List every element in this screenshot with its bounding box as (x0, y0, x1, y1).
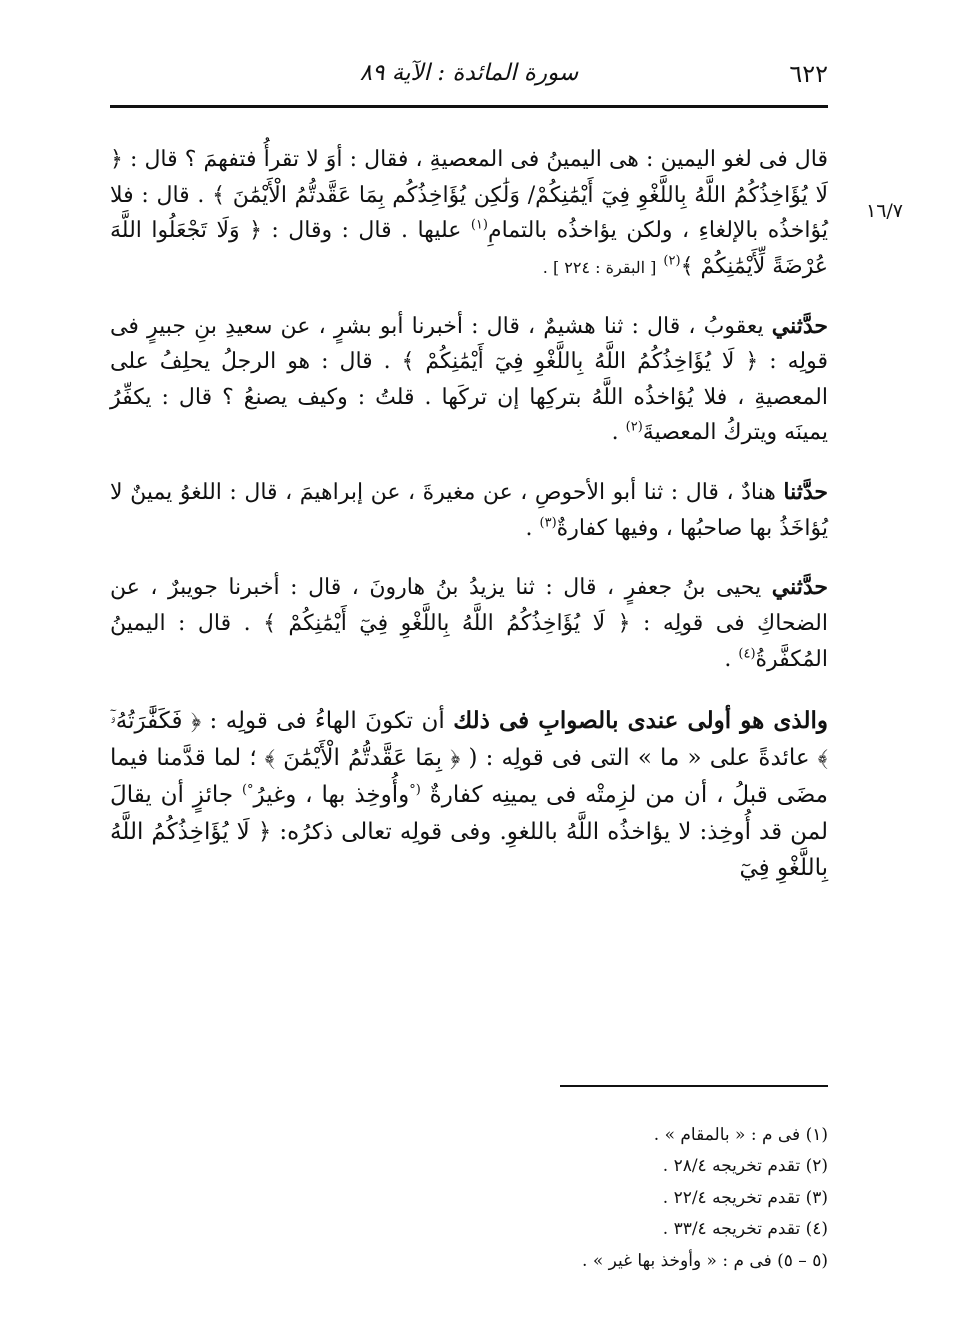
margin-reference: ١٦/٧ (866, 200, 904, 222)
paragraph-text: وأُوخِذ بها ، وغيرُ (253, 781, 410, 808)
paragraph-2 (110, 309, 828, 452)
page-number: ٦٢٢ (789, 60, 828, 88)
page-header (110, 58, 828, 94)
main-text (110, 142, 828, 887)
paragraph-text: عليها . قال : وقال : ﴿ وَلَا تَجْعَلُوا اللَّهَ عُرْضَةً لِّأَيْمَٰنِكُمْ ﴾ (110, 218, 828, 279)
paragraph-3 (110, 475, 828, 546)
footnote-5: (٥ – ٥) فى م : « وأوخذ بها غير » . (582, 1250, 828, 1271)
variant-marker-close: °) (241, 782, 254, 798)
footnotes (110, 1120, 828, 1277)
paragraph-4 (110, 570, 828, 677)
paragraph-text: جائزٍ أن يقالَ لمن قد أُوخِذ: لا يؤاخذُه اللَّهُ باللغوِ. وفى قولِه تعالى ذكرُه: ﴿ لَا يُؤَاخِذُكُمُ اللَّهُ بِاللَّغْوِ فِيٓ (110, 781, 828, 882)
paragraph-text: هنادٌ ، قال : ثنا أبو الأحوصِ ، عن مغيرةَ ، عن إبراهيمَ ، قال : اللغوُ يمينٌ لا يُؤاخَذُ بها صاحبُها ، وفيها كفارةٌ (110, 480, 828, 541)
paragraph-text: أن تكونَ الهاءُ فى قولِه : ﴿ فَكَفَّٰرَتُهُۥٓ ﴾ عائدةً على « ما » التى فى قولِه : ( ﴿ بِمَا عَقَّدتُّمُ الْأَيْمَٰنَ ﴾ ؛ لما قدَّمنا فيما مضَى قبلُ ، أن من لزِمتْه فى يمينِه كفارةٌ (110, 708, 829, 808)
author-opinion-lead: والذى هو أولى عندى بالصوابِ فى ذلك (453, 707, 829, 735)
paragraph-end: . (611, 420, 626, 446)
footnote-marker: (٤) (738, 646, 756, 662)
narration-lead: حدَّثنا (783, 479, 828, 505)
narration-lead: حدَّثني (771, 312, 829, 339)
footnote-marker: (١) (470, 217, 488, 233)
paragraph-text: قال فى لغو اليمين : هى اليمينُ فى المعصيةِ ، فقال : أوَ لا تقرأُ فتفهمَ ؟ قال : ﴿ لَا يُؤَاخِذُكُمُ اللَّهُ بِاللَّغْوِ فِيٓ أَيْمَٰنِكُمْ/ وَلَٰكِن يُؤَاخِذُكُم بِمَا عَقَّدتُّمُ الْأَيْمَٰنَ ﴾ . قال : فلا يُؤاخذُه بالإلغاءِ ، ولكن يؤاخذُه بالتمامِ (110, 147, 828, 244)
running-title: سورة المائدة : الآية ٨٩ (359, 60, 579, 86)
paragraph-1 (110, 142, 828, 285)
footnote-3: (٣) تقدم تخريجه ٢٢/٤ . (662, 1187, 828, 1208)
paragraph-end: . (724, 646, 739, 672)
narration-lead: حدَّثني (771, 574, 829, 601)
footnote-marker: (٣) (539, 515, 557, 531)
paragraph-text: يعقوبُ ، قال : ثنا هشيمٌ ، قال : أخبرنا أبو بشرٍ ، عن سعيدِ بنِ جبيرٍ فى قولِه : ﴿ لَا يُؤَاخِذُكُمُ اللَّهُ بِاللَّغْوِ فِيٓ أَيْمَٰنِكُمْ ﴾ . قال : هو الرجلُ يحلِفُ على المعصيةِ ، فلا يُؤاخذُه اللَّهُ بتركِها إن تركَها . قلتُ : وكيف يصنعُ ؟ قال : يكفِّرُ يمينَه ويتركُ المعصيةَ (110, 313, 828, 446)
footnote-rule (560, 1085, 828, 1087)
footnote-marker: (٢) (625, 420, 643, 436)
footnote-marker: (٢) (663, 253, 681, 269)
header-rule (110, 105, 828, 108)
footnote-4: (٤) تقدم تخريجه ٣٣/٤ . (662, 1219, 828, 1240)
quran-reference: [ البقرة : ٢٢٤ ] . (542, 257, 657, 277)
paragraph-text: يحيى بنُ جعفرٍ ، قال : ثنا يزيدُ بنُ هارونَ ، قال : أخبرنا جويبرٌ ، عن الضحاكِ فى قولِه : ﴿ لَا يُؤَاخِذُكُمُ اللَّهُ بِاللَّغْوِ فِيٓ أَيْمَٰنِكُمْ ﴾ . قال : اليمينُ المُكفَّرةُ (110, 575, 828, 672)
variant-marker-open: (° (409, 782, 421, 798)
footnote-2: (٢) تقدم تخريجه ٢٨/٤ . (662, 1156, 828, 1177)
footnote-1: (١) فى م : « بالمقام » . (653, 1125, 828, 1145)
paragraph-end: . (525, 515, 540, 541)
paragraph-5 (110, 703, 828, 887)
